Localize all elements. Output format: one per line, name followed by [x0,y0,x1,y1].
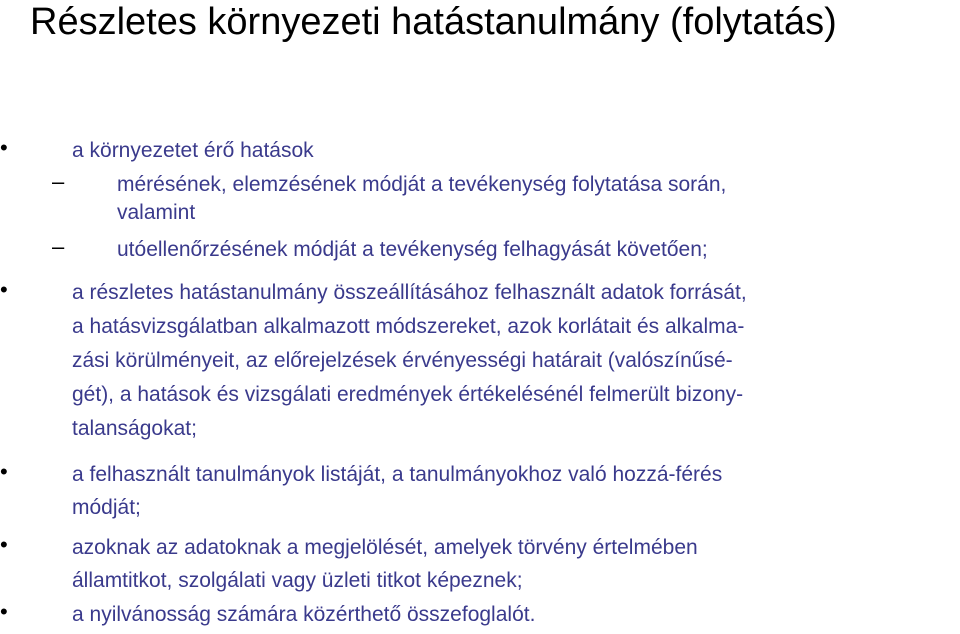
bullet-marker: • [0,135,8,160]
bullet-4-line-1: azoknak az adatoknak a megjelölését, amelyek törvény értelmében [72,536,698,559]
dash-marker: – [52,234,65,259]
slide-title: Részletes környezeti hatástanulmány (folytatás) [30,1,837,43]
sub-2-line-1: utóellenőrzésének módját a tevékenység felhagyását követően; [117,238,708,261]
bullet-2-line-4: gét), a hatások és vizsgálati eredmények értékelésénél felmerült bizony- [72,383,744,406]
bullet-2-line-3: zási körülményeit, az előrejelzések érvényességi határait (valószínűsé- [72,349,733,372]
bullet-2-line-5: talanságokat; [72,417,197,440]
bullet-marker: • [0,532,8,557]
bullet-5-line-1: a nyilvánosság számára közérthető összefoglalót. [72,603,536,626]
bullet-2-line-1: a részletes hatástanulmány összeállításához felhasznált adatok forrását, [72,281,747,304]
sub-1-line-1-text: mérésének, elemzésének módját a tevékenység folytatása során, [117,173,727,196]
bullet-marker: • [0,459,8,484]
dash-marker: – [52,169,65,194]
bullet-marker: • [0,277,8,302]
bullet-4-line-2: államtitkot, szolgálati vagy üzleti titkot képeznek; [72,569,523,592]
bullet-2-line-2: a hatásvizsgálatban alkalmazott módszereket, azok korlátait és alkalma- [72,315,745,338]
sub-1-line-1 [117,169,947,201]
bullet-3-line-1: a felhasznált tanulmányok listáját, a tanulmányokhoz való hozzá-férés [72,463,723,486]
bullet-marker: • [0,599,8,624]
sub-1-line-2: valamint [117,201,196,224]
bullet-1-line-1: a környezetet érő hatások [72,139,314,162]
bullet-3-line-2: módját; [72,496,141,519]
